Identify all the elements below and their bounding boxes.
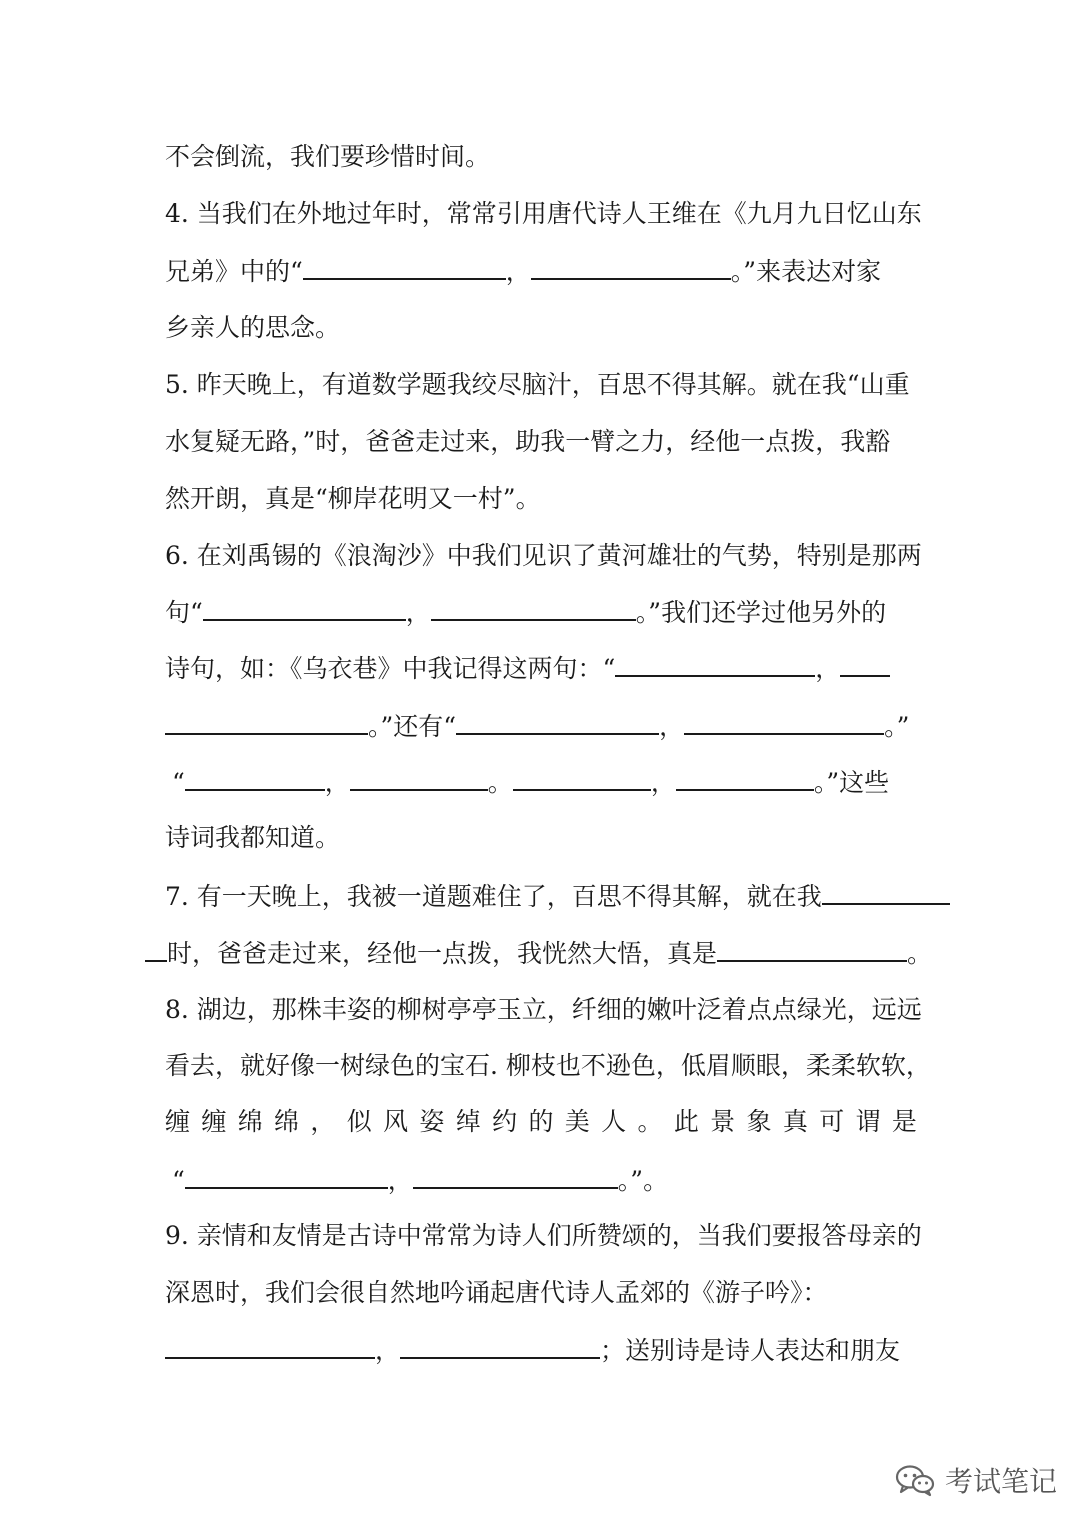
- blank[interactable]: [145, 933, 167, 962]
- blank[interactable]: [165, 706, 368, 735]
- char: 缠: [165, 1107, 191, 1136]
- text: ，: [387, 1166, 413, 1195]
- wechat-logo-icon: [895, 1463, 935, 1497]
- char: 此: [673, 1107, 699, 1136]
- text-line: 乡亲人的思念。: [165, 313, 341, 342]
- text-line: 水复疑无路，”时，爸爸走过来，助我一臂之力，经他一点拨，我豁: [165, 427, 891, 456]
- char: 人: [601, 1107, 627, 1136]
- char: 绵: [237, 1107, 263, 1136]
- char: 景: [710, 1107, 736, 1136]
- blank[interactable]: [165, 1330, 375, 1359]
- text-line-justified: [165, 1102, 917, 1142]
- text-line: 然开朗，真是“柳岸花明又一村”。: [165, 484, 541, 513]
- char: 绵: [274, 1107, 300, 1136]
- blank[interactable]: [400, 1330, 600, 1359]
- text-line-q7: [165, 876, 917, 916]
- blank[interactable]: [350, 762, 488, 791]
- text: 时，爸爸走过来，经他一点拨，我恍然大悟，真是: [167, 939, 718, 968]
- text: 。”来表达对家: [730, 257, 882, 286]
- char: 可: [819, 1107, 845, 1136]
- text-line: [165, 592, 917, 632]
- text: 。: [907, 939, 933, 968]
- blank[interactable]: [822, 876, 950, 905]
- text: ，: [505, 257, 531, 286]
- text-line: [145, 933, 933, 973]
- char: 象: [746, 1107, 772, 1136]
- char: 似: [346, 1107, 372, 1136]
- blank[interactable]: [413, 1160, 618, 1189]
- text: 句“: [165, 598, 203, 627]
- text-line: 不会倒流，我们要珍惜时间。: [165, 142, 491, 171]
- blank[interactable]: [676, 762, 814, 791]
- char: 的: [528, 1107, 554, 1136]
- text-line: [165, 706, 917, 746]
- text-line-q6: 6. 在刘禹锡的《浪淘沙》中我们见识了黄河雄壮的气势，特别是那两: [165, 541, 922, 570]
- text: 。”还有“: [368, 712, 457, 741]
- text: ，: [375, 1336, 401, 1365]
- text-line: 诗词我都知道。: [165, 823, 341, 852]
- text-line: [172, 762, 924, 802]
- text: ，: [815, 654, 841, 683]
- text: ；送别诗是诗人表达和朋友: [600, 1336, 901, 1365]
- text: 。”我们还学过他另外的: [635, 598, 887, 627]
- text: ，: [324, 768, 350, 797]
- text-line-q4: 4. 当我们在外地过年时，常常引用唐代诗人王维在《九月九日忆山东: [165, 199, 922, 228]
- text: ，: [659, 712, 685, 741]
- blank[interactable]: [431, 592, 636, 621]
- text-line-q8: 8. 湖边，那株丰姿的柳树亭亭玉立，纤细的嫩叶泛着点点绿光，远远: [165, 995, 922, 1024]
- text-line-q5: 5. 昨天晚上，有道数学题我绞尽脑汁，百思不得其解。就在我“山重: [165, 370, 910, 399]
- text-line-q9: 9. 亲情和友情是古诗中常常为诗人们所赞颂的，当我们要报答母亲的: [165, 1221, 922, 1250]
- char: 约: [492, 1107, 518, 1136]
- text: “: [172, 1166, 185, 1195]
- text-line: 看去，就好像一树绿色的宝石. 柳枝也不逊色，低眉顺眼，柔柔软软，: [165, 1051, 931, 1080]
- blank[interactable]: [615, 648, 815, 677]
- text: 。”。: [617, 1166, 669, 1195]
- text-line: [172, 1160, 924, 1200]
- watermark-text: 考试笔记: [945, 1465, 1058, 1498]
- blank[interactable]: [185, 1160, 388, 1189]
- blank[interactable]: [185, 762, 325, 791]
- blank[interactable]: [717, 933, 907, 962]
- char: 真: [782, 1107, 808, 1136]
- blank[interactable]: [513, 762, 651, 791]
- text: 。”这些: [813, 768, 890, 797]
- char: 姿: [419, 1107, 445, 1136]
- char: 美: [564, 1107, 590, 1136]
- char: 缠: [201, 1107, 227, 1136]
- char: 谓: [855, 1107, 881, 1136]
- text: 。: [487, 768, 513, 797]
- blank[interactable]: [303, 251, 506, 280]
- char: 绰: [455, 1107, 481, 1136]
- char: 是: [891, 1107, 917, 1136]
- text-line: [165, 251, 917, 291]
- text: 兄弟》中的“: [165, 257, 303, 286]
- text: 诗句，如：《乌衣巷》中我记得这两句：“: [165, 654, 616, 683]
- text: 7. 有一天晚上，我被一道题难住了，百思不得其解，就在我: [165, 882, 822, 911]
- text: “: [172, 768, 185, 797]
- blank[interactable]: [203, 592, 406, 621]
- text: ，: [405, 598, 431, 627]
- blank[interactable]: [456, 706, 659, 735]
- char: 风: [383, 1107, 409, 1136]
- text: 。”: [884, 712, 910, 741]
- text: ，: [650, 768, 676, 797]
- char: 。: [637, 1107, 663, 1136]
- text-line: 深恩时，我们会很自然地吟诵起唐代诗人孟郊的《游子吟》：: [165, 1278, 828, 1307]
- text-line: [165, 1330, 917, 1370]
- blank[interactable]: [684, 706, 884, 735]
- watermark: [895, 1455, 1057, 1505]
- blank[interactable]: [840, 648, 890, 677]
- blank[interactable]: [531, 251, 731, 280]
- text-line: [165, 648, 917, 688]
- char: ，: [310, 1107, 336, 1136]
